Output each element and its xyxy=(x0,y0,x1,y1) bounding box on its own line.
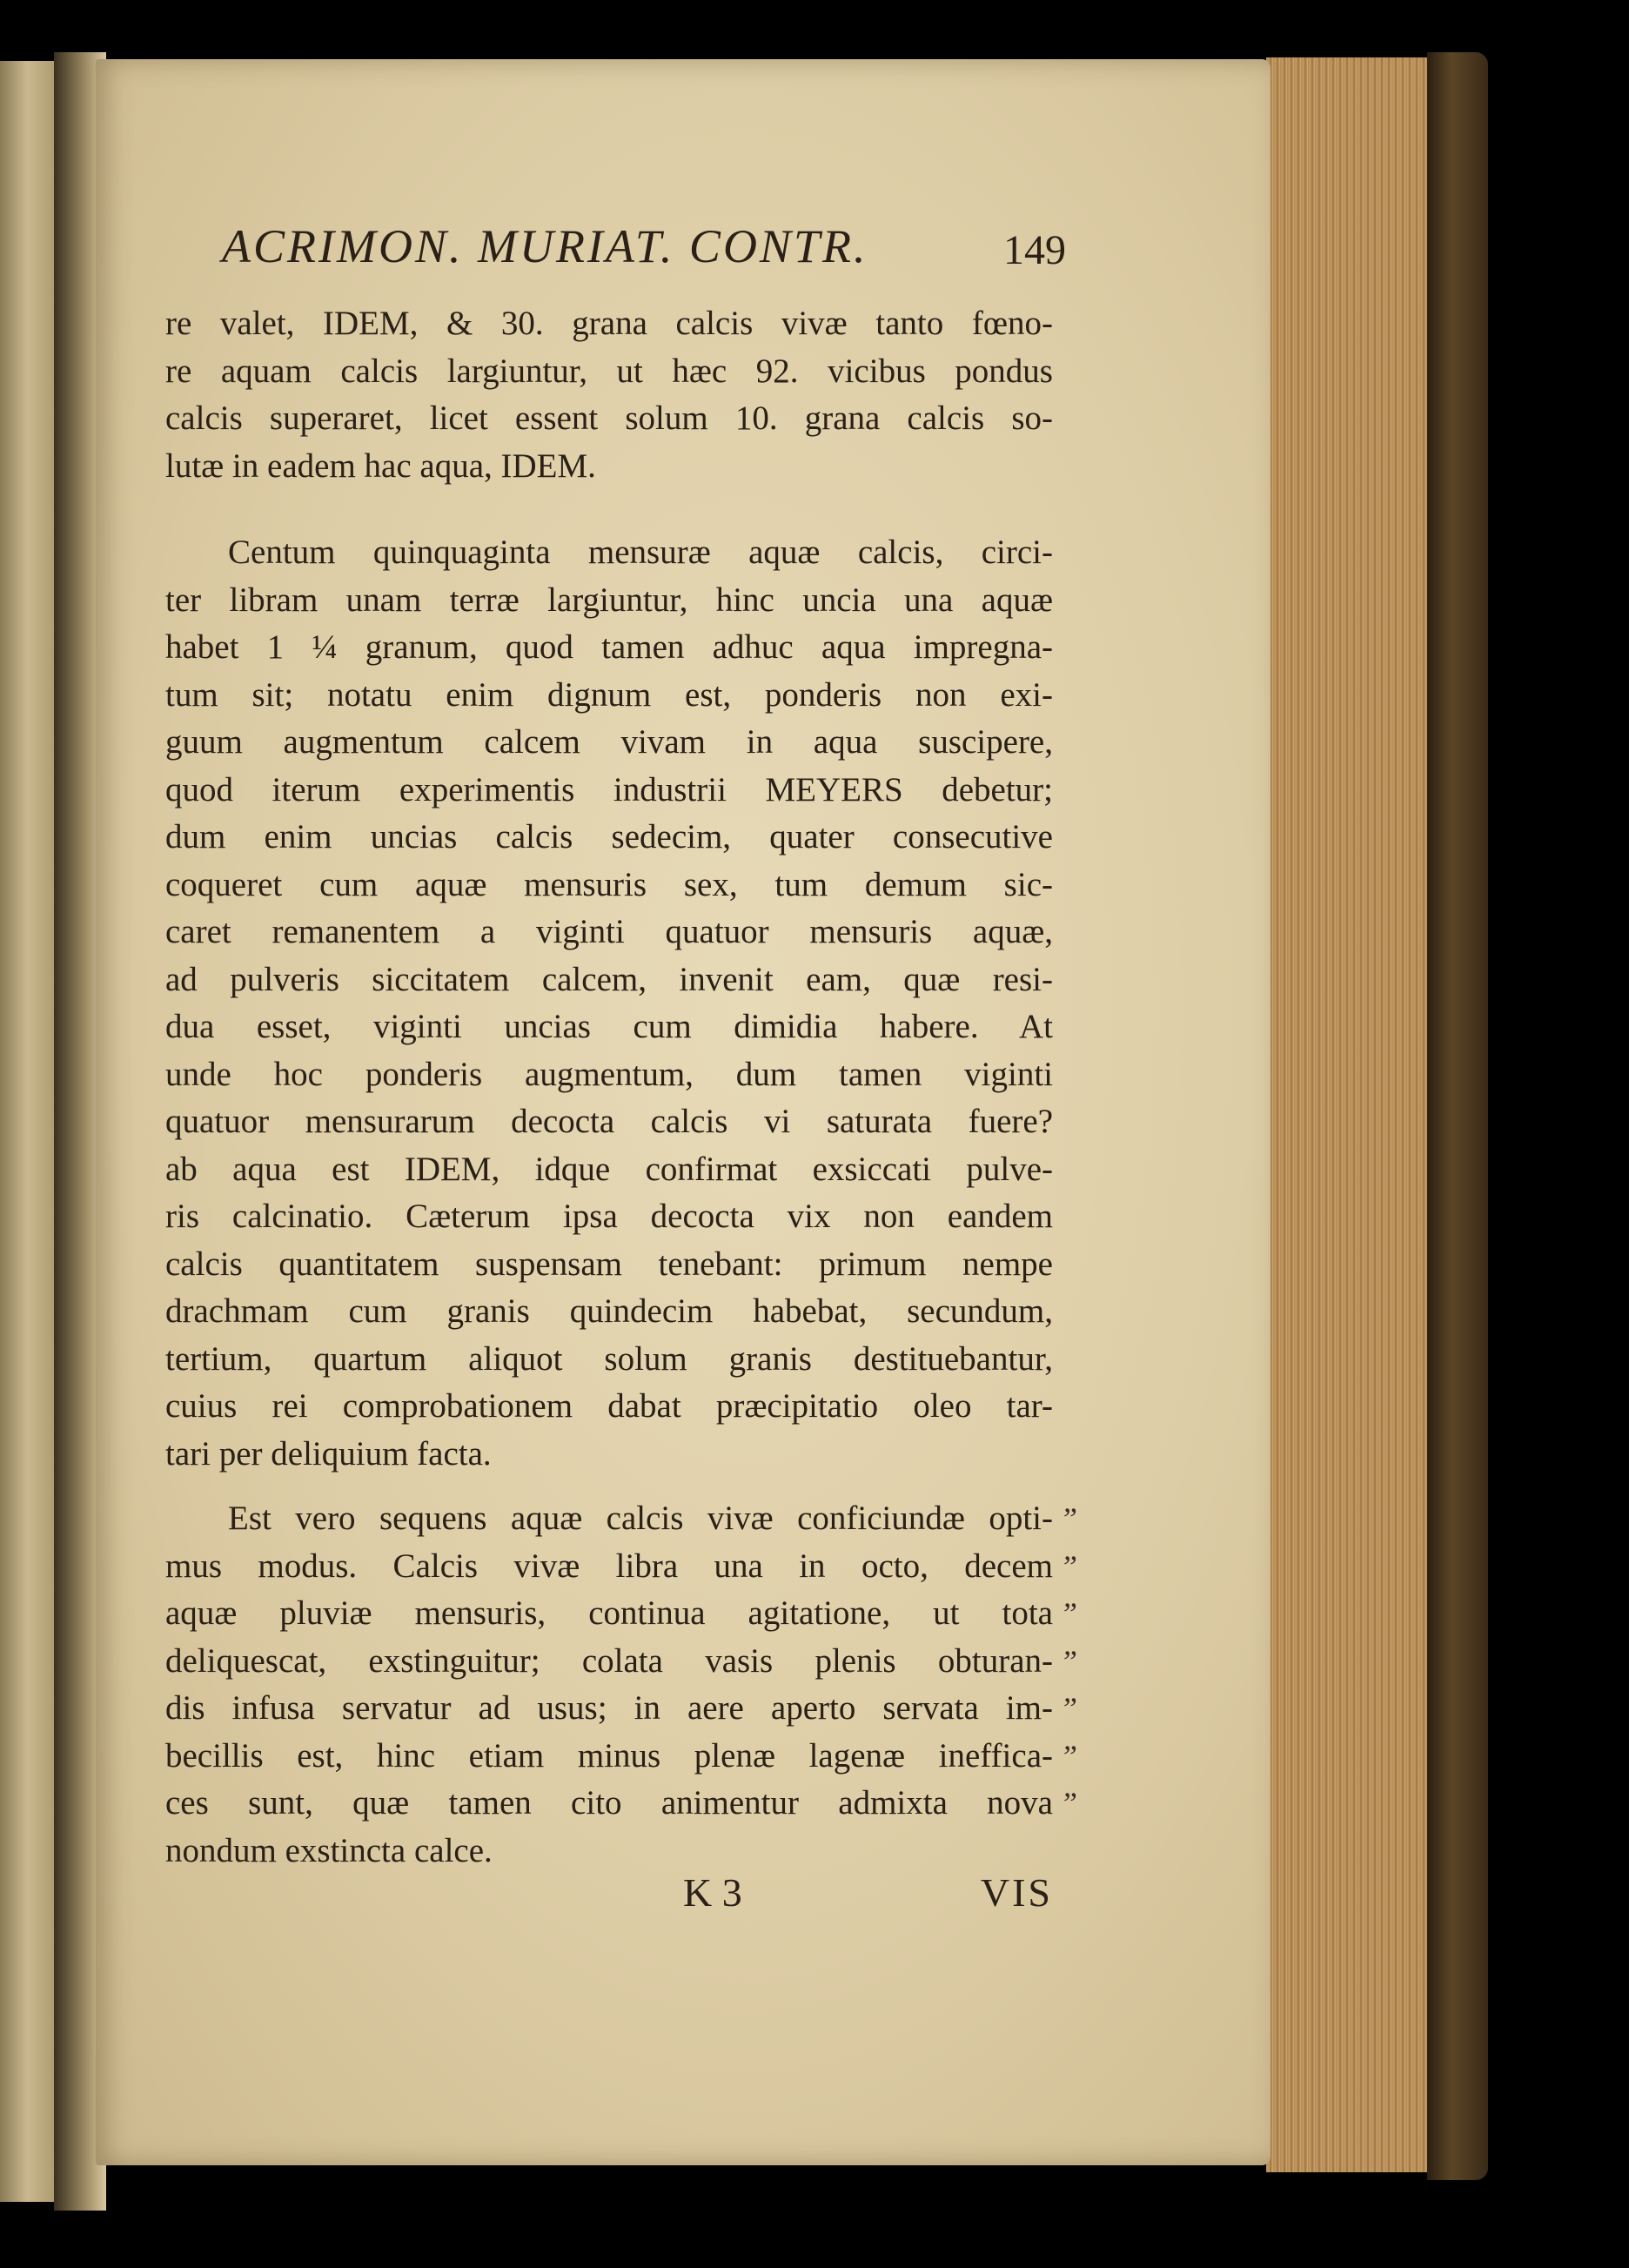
text-line: tari per deliquium facta. xyxy=(165,1434,492,1473)
text-line: unde hoc ponderis augmentum, dum tamen viginti xyxy=(165,1055,1053,1093)
book-cover-edge xyxy=(1427,52,1488,2180)
catchword: VIS xyxy=(980,1870,1053,1915)
text-line: tertium, quartum aliquot solum granis destituebantur, xyxy=(165,1339,1053,1378)
quote-mark: ” xyxy=(1060,1548,1078,1584)
text-line: ris calcinatio. Cæterum ipsa decocta vix non eandem xyxy=(165,1198,1053,1235)
text-line: re aquam calcis largiuntur, ut hæc 92. vicibus pondus xyxy=(165,352,1053,390)
quote-mark: ” xyxy=(1060,1596,1078,1631)
text-line: dis infusa servatur ad usus; in aere aperto servata im- xyxy=(165,1689,1053,1727)
text-line: tum sit; notatu enim dignum est, ponderis non exi- xyxy=(165,675,1053,714)
text-line: calcis quantitatem suspensam tenebant: primum nempe xyxy=(165,1245,1053,1283)
text-line: Centum quinquaginta mensuræ aquæ calcis, circi- xyxy=(228,533,1053,571)
text-line: aquæ pluviæ mensuris, continua agitatione, ut tota xyxy=(165,1594,1053,1632)
text-line: quod iterum experimentis industrii MEYERS debetur; xyxy=(165,770,1053,809)
text-line: cuius rei comprobationem dabat præcipitatio oleo tar- xyxy=(165,1387,1053,1425)
text-line: drachmam cum granis quindecim habebat, secundum, xyxy=(165,1292,1053,1330)
running-title: ACRIMON. MURIAT. CONTR. xyxy=(222,220,868,272)
text-line: ter libram unam terræ largiuntur, hinc uncia una aquæ xyxy=(165,580,1053,619)
text-line: quatuor mensurarum decocta calcis vi saturata fuere? xyxy=(165,1103,1053,1140)
page-header xyxy=(222,219,1066,280)
page-footer xyxy=(165,1869,1053,1922)
text-line: mus modus. Calcis vivæ libra una in octo, decem xyxy=(165,1547,1053,1585)
paragraph-1 xyxy=(165,300,1053,490)
signature-mark: K 3 xyxy=(683,1870,742,1915)
text-line: lutæ in eadem hac aqua, IDEM. xyxy=(165,446,596,485)
text-line: nondum exstincta calce. xyxy=(165,1831,493,1869)
text-line: dua esset, viginti uncias cum dimidia habere. At xyxy=(165,1008,1053,1045)
text-line: becillis est, hinc etiam minus plenæ lagenæ inefficа- xyxy=(165,1736,1053,1775)
text-line: Est vero sequens aquæ calcis vivæ conficiundæ opti- xyxy=(228,1500,1053,1537)
quote-mark: ” xyxy=(1060,1501,1078,1536)
paragraph-2 xyxy=(165,529,1053,1478)
quotation-margin-marks xyxy=(1060,1495,1112,1828)
quote-mark: ” xyxy=(1060,1786,1078,1821)
quote-mark: ” xyxy=(1060,1643,1078,1679)
quote-mark: ” xyxy=(1060,1738,1078,1774)
text-line: caret remanentem a viginti quatuor mensuris aquæ, xyxy=(165,913,1053,950)
paragraph-3 xyxy=(165,1495,1053,1875)
text-line: habet 1 ¼ granum, quod tamen adhuc aqua impregna- xyxy=(165,628,1053,666)
text-line: coqueret cum aquæ mensuris sex, tum demum sic- xyxy=(165,865,1053,903)
text-line: ces sunt, quæ tamen cito animentur admixta nova xyxy=(165,1784,1053,1822)
page-number: 149 xyxy=(1003,227,1066,273)
text-line: deliquescat, exstinguitur; colata vasis plenis obturan- xyxy=(165,1641,1053,1680)
text-line: dum enim uncias calcis sedecim, quater consecutive xyxy=(165,818,1053,856)
text-line: guum augmentum calcem vivam in aqua suscipere, xyxy=(165,723,1053,761)
text-line: ab aqua est IDEM, idque confirmat exsiccati pulve- xyxy=(165,1150,1053,1188)
text-line: calcis superaret, licet essent solum 10. grana calcis so- xyxy=(165,399,1053,437)
quote-mark: ” xyxy=(1060,1691,1078,1726)
text-line: ad pulveris siccitatem calcem, invenit eam, quæ resi- xyxy=(165,960,1053,998)
page-fore-edge xyxy=(1266,57,1449,2172)
text-line: re valet, IDEM, & 30. grana calcis vivæ tanto fœno- xyxy=(165,305,1053,342)
facing-page-edge xyxy=(0,61,61,2202)
